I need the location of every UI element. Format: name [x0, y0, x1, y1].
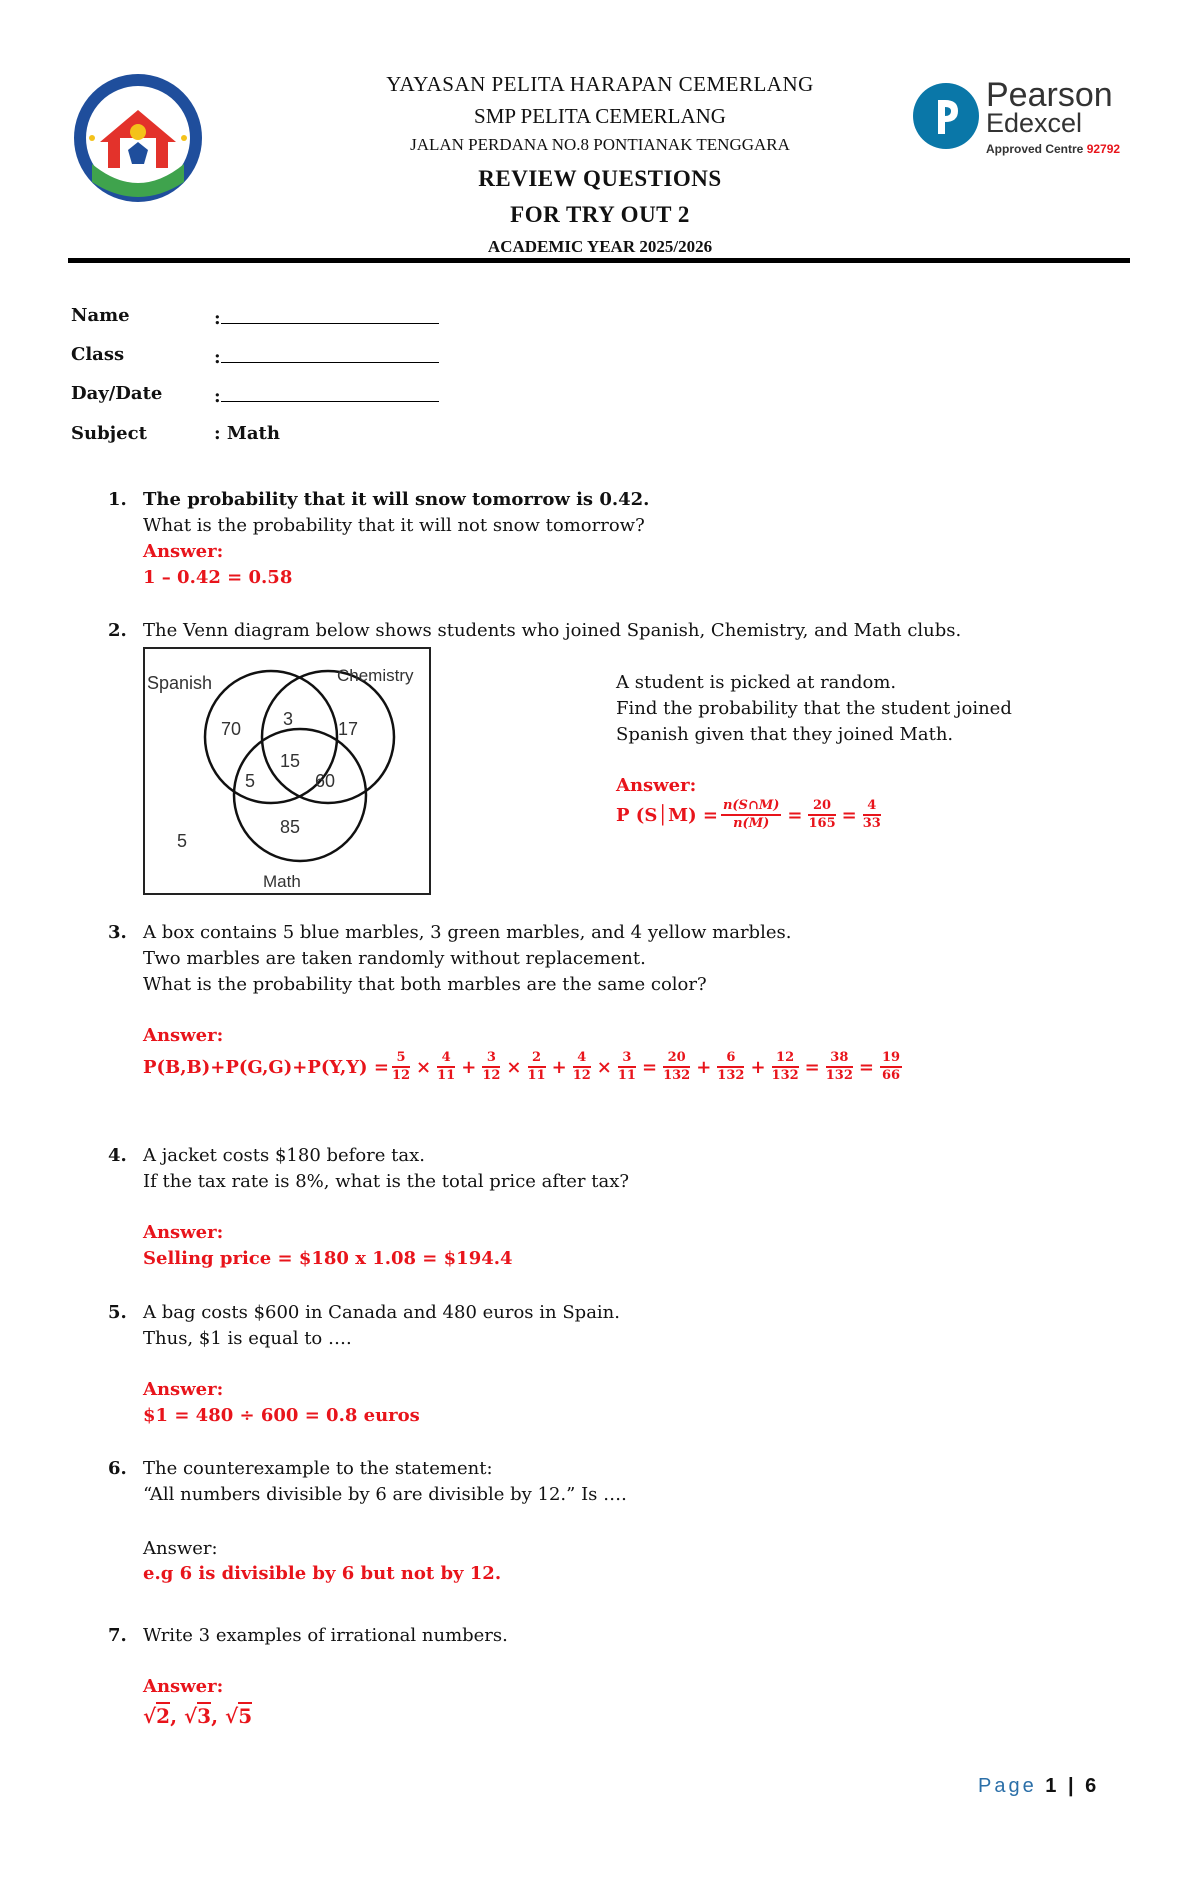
denominator: 66	[882, 1068, 901, 1083]
numerator: 4	[437, 1050, 455, 1068]
region-chemistry-math: 60	[315, 771, 336, 791]
field-colon: :	[214, 347, 221, 368]
denominator: 11	[437, 1068, 456, 1083]
q5-answer-label: Answer:	[143, 1379, 224, 1400]
date-blank[interactable]	[221, 383, 439, 402]
field-label-class: Class	[71, 344, 125, 365]
q3-answer-label: Answer:	[143, 1025, 224, 1046]
fraction	[482, 1050, 500, 1084]
q1-answer: 1 – 0.42 = 0.58	[143, 567, 293, 588]
q4-line1: A jacket costs $180 before tax.	[143, 1145, 425, 1166]
numerator: 20	[808, 798, 835, 816]
sqrt-symbol: √	[143, 1704, 157, 1728]
q2-answer-prefix: P (S│M) =	[616, 804, 718, 826]
q2-answer	[616, 798, 884, 832]
q6-answer-label: Answer:	[143, 1538, 218, 1559]
q7-answer-label: Answer:	[143, 1676, 224, 1697]
fraction	[880, 1050, 902, 1084]
page-total: 6	[1085, 1775, 1100, 1797]
q6-answer: e.g 6 is divisible by 6 but not by 12.	[143, 1563, 502, 1584]
denominator: 132	[663, 1068, 691, 1083]
numerator: 20	[663, 1050, 690, 1068]
q2-side-2: Find the probability that the student joined	[616, 698, 1012, 719]
operator: +	[461, 1056, 477, 1078]
q6-line2: “All numbers divisible by 6 are divisible by 12.” Is ….	[143, 1484, 627, 1505]
operator: ×	[506, 1056, 522, 1078]
venn-diagram	[143, 647, 431, 895]
denominator: 165	[808, 816, 836, 831]
class-blank[interactable]	[221, 344, 439, 363]
fraction	[392, 1050, 410, 1084]
name-blank[interactable]	[221, 305, 439, 324]
q2-side-1: A student is picked at random.	[616, 672, 897, 693]
equals: =	[841, 804, 857, 826]
q5-line2: Thus, $1 is equal to ….	[143, 1328, 352, 1349]
numerator: 3	[618, 1050, 636, 1068]
label-chemistry: Chemistry	[337, 666, 414, 685]
operator: +	[551, 1056, 567, 1078]
q3-answer-prefix: P(B,B)+P(G,G)+P(Y,Y) =	[143, 1056, 389, 1078]
field-date[interactable]	[214, 383, 439, 407]
doc-title-1: REVIEW QUESTIONS	[478, 166, 722, 191]
school-name: SMP PELITA CEMERLANG	[474, 104, 726, 128]
q3-number: 3.	[108, 922, 127, 943]
region-spanish-chemistry: 3	[283, 709, 294, 729]
field-colon: :	[214, 308, 221, 329]
q5-line1: A bag costs $600 in Canada and 480 euros in Spain.	[143, 1302, 620, 1323]
fraction	[717, 1050, 744, 1084]
region-spanish-math: 5	[245, 771, 256, 791]
page-word: Page	[978, 1775, 1037, 1797]
denominator: 11	[527, 1068, 546, 1083]
brand-pearson: Pearson	[986, 76, 1113, 114]
q1-line2: What is the probability that it will not snow tomorrow?	[143, 515, 645, 536]
numerator: 2	[528, 1050, 546, 1068]
denominator: 132	[825, 1068, 853, 1083]
fraction	[618, 1050, 636, 1084]
field-subject: : Math	[214, 423, 280, 444]
q4-answer-label: Answer:	[143, 1222, 224, 1243]
field-colon: :	[214, 386, 221, 407]
operator: =	[641, 1056, 658, 1078]
denominator: n(M)	[733, 816, 770, 831]
approved-centre: Approved Centre	[986, 142, 1084, 156]
region-chemistry-only: 17	[338, 719, 359, 739]
radicand: 5	[238, 1704, 253, 1728]
separator: ,	[170, 1704, 178, 1728]
denominator: 11	[617, 1068, 636, 1083]
field-name[interactable]	[214, 305, 439, 329]
label-spanish: Spanish	[147, 673, 213, 693]
field-label-name: Name	[71, 305, 130, 326]
sqrt-symbol: √	[184, 1704, 198, 1728]
equals: =	[787, 804, 803, 826]
centre-number: 92792	[1086, 142, 1121, 156]
q7-answer	[143, 1704, 252, 1728]
doc-title-2: FOR TRY OUT 2	[510, 202, 690, 227]
fraction	[863, 798, 881, 832]
page-separator: |	[1067, 1775, 1077, 1797]
denominator: 12	[391, 1068, 411, 1083]
foundation-name: YAYASAN PELITA HARAPAN CEMERLANG	[386, 72, 814, 96]
q2-number: 2.	[108, 620, 127, 641]
q3-line2: Two marbles are taken randomly without replacement.	[143, 948, 646, 969]
q2-line1: The Venn diagram below shows students who joined Spanish, Chemistry, and Math clubs.	[143, 620, 962, 641]
q2-side-3: Spanish given that they joined Math.	[616, 724, 954, 745]
operator: =	[858, 1056, 874, 1078]
q7-line1: Write 3 examples of irrational numbers.	[143, 1625, 508, 1646]
q4-line2: If the tax rate is 8%, what is the total price after tax?	[143, 1171, 630, 1192]
region-spanish-only: 70	[221, 719, 242, 739]
numerator: 6	[717, 1050, 744, 1068]
operator: =	[804, 1056, 820, 1078]
q5-number: 5.	[108, 1302, 127, 1323]
radicand: 2	[156, 1704, 171, 1728]
q1-number: 1.	[108, 489, 127, 510]
q4-answer: Selling price = $180 x 1.08 = $194.4	[143, 1248, 513, 1269]
numerator: 19	[880, 1050, 902, 1068]
denominator: 33	[862, 816, 881, 831]
denominator: 12	[482, 1068, 501, 1083]
q4-number: 4.	[108, 1145, 127, 1166]
field-label-date: Day/Date	[71, 383, 163, 404]
fraction	[573, 1050, 591, 1084]
q3-line1: A box contains 5 blue marbles, 3 green marbles, and 4 yellow marbles.	[143, 922, 792, 943]
fraction	[437, 1050, 455, 1084]
numerator: n(S∩M)	[721, 798, 781, 816]
school-address: JALAN PERDANA NO.8 PONTIANAK TENGGARA	[410, 135, 790, 154]
fraction	[528, 1050, 546, 1084]
denominator: 132	[771, 1068, 799, 1083]
numerator: 5	[392, 1050, 410, 1068]
region-math-only: 85	[280, 817, 301, 837]
separator: ,	[211, 1704, 219, 1728]
q2-answer-label: Answer:	[616, 775, 697, 796]
operator: ×	[416, 1056, 432, 1078]
fraction	[826, 1050, 853, 1084]
page-footer	[978, 1775, 1099, 1798]
region-none: 5	[177, 831, 188, 851]
operator: +	[696, 1056, 712, 1078]
fraction	[772, 1050, 799, 1084]
denominator: 12	[572, 1068, 591, 1083]
radicand: 3	[197, 1704, 212, 1728]
fraction	[808, 798, 835, 832]
numerator: 12	[772, 1050, 799, 1068]
q3-line3: What is the probability that both marbles are the same color?	[143, 974, 707, 995]
q7-number: 7.	[108, 1625, 127, 1646]
numerator: 3	[482, 1050, 500, 1068]
field-class[interactable]	[214, 344, 439, 368]
q5-answer: $1 = 480 ÷ 600 = 0.8 euros	[143, 1405, 420, 1426]
header-divider	[68, 258, 1130, 263]
academic-year: ACADEMIC YEAR 2025/2026	[487, 237, 713, 256]
operator: ×	[596, 1056, 612, 1078]
denominator: 132	[717, 1068, 745, 1083]
numerator: 4	[863, 798, 881, 816]
label-math: Math	[263, 872, 301, 891]
sqrt-symbol: √	[225, 1704, 239, 1728]
q1-line1: The probability that it will snow tomorrow is 0.42.	[143, 489, 650, 510]
fraction	[663, 1050, 690, 1084]
region-all-three: 15	[280, 751, 301, 771]
q6-number: 6.	[108, 1458, 127, 1479]
operator: +	[750, 1056, 766, 1078]
q6-line1: The counterexample to the statement:	[143, 1458, 493, 1479]
q1-answer-label: Answer:	[143, 541, 224, 562]
field-label-subject: Subject	[71, 423, 147, 444]
fraction	[721, 798, 781, 832]
brand-edexcel: Edexcel	[986, 108, 1083, 138]
page-current: 1	[1045, 1775, 1060, 1797]
numerator: 38	[826, 1050, 853, 1068]
numerator: 4	[573, 1050, 591, 1068]
q3-answer	[143, 1050, 905, 1084]
